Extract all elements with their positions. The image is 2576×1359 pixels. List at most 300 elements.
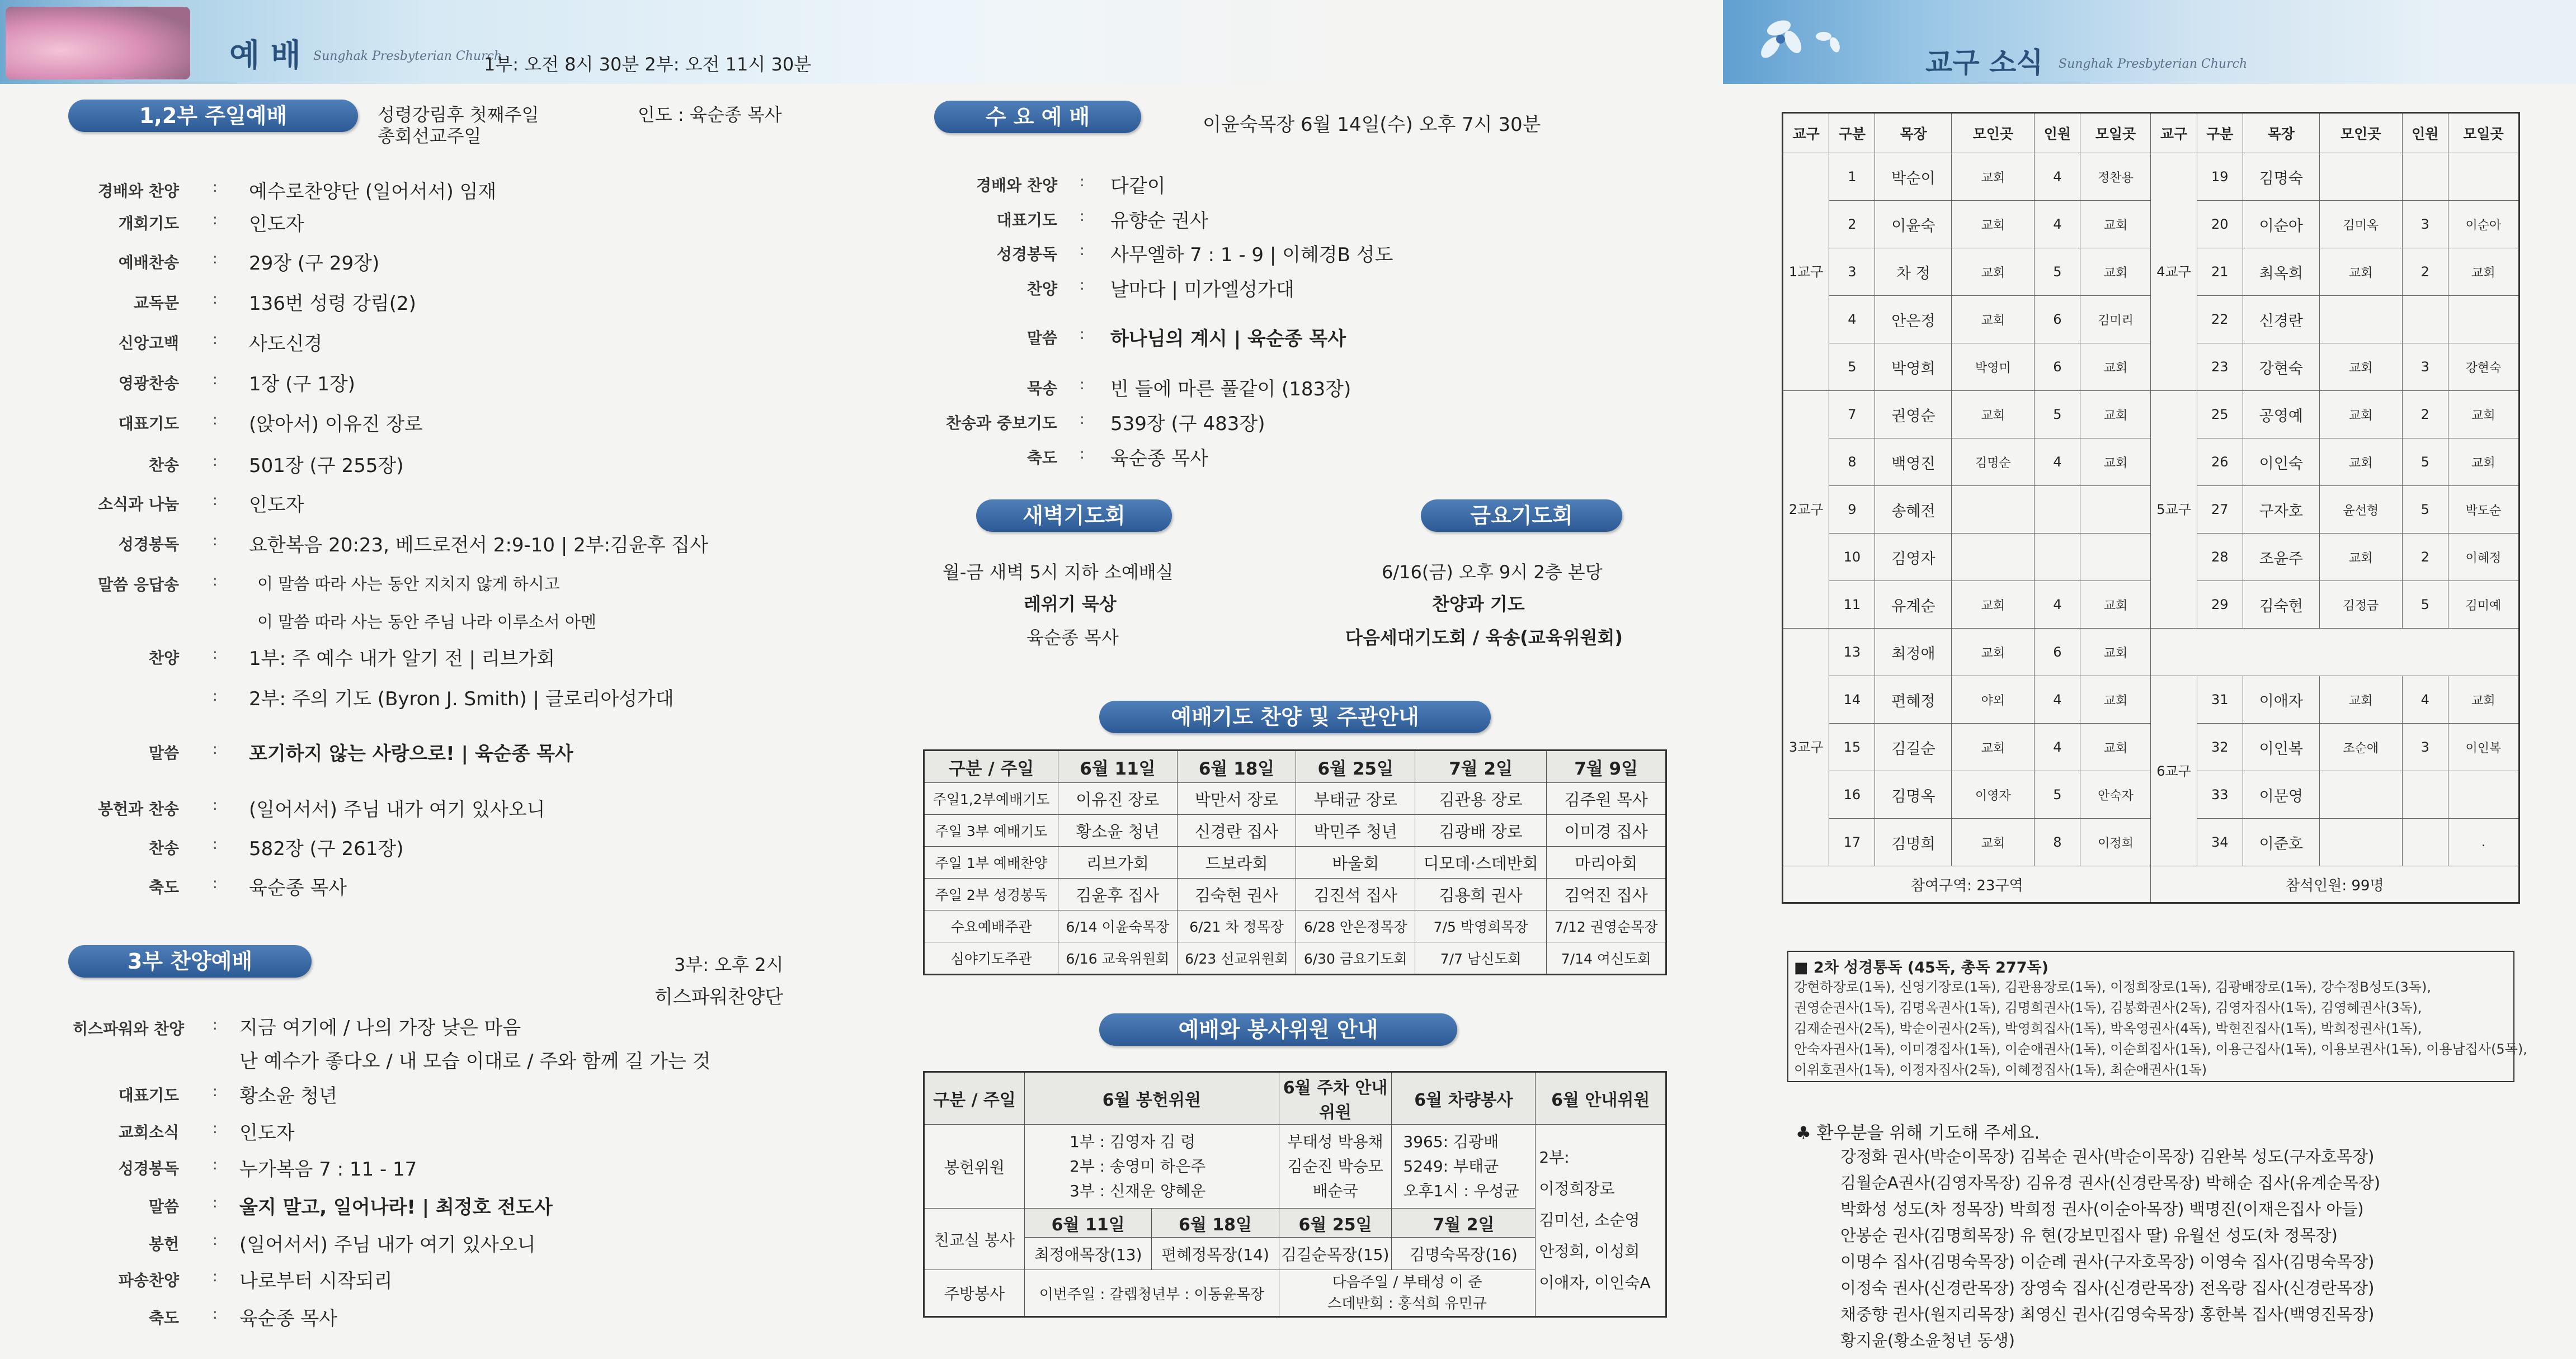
usher-line: 이애자, 이인숙A [1539,1273,1651,1292]
district-count-cell: 4 [2035,201,2080,248]
parking-line: 배순국 [1312,1181,1358,1200]
district-count-cell: 3 [2402,201,2448,248]
district-leader-cell: 이애자 [2243,676,2319,724]
table-cell: 편혜정목장(14) [1152,1238,1279,1270]
district-next-place-cell [2448,771,2519,819]
district-leader-cell: 공영예 [2243,391,2319,438]
volunteer-table [923,1071,1667,1318]
district-place-cell [2319,296,2402,343]
district-number-cell: 31 [2197,676,2243,724]
table-cell: 6/14 이윤숙목장 [1058,910,1178,942]
candles-image [6,7,190,79]
worship-header-title: 예 배 [229,37,301,74]
order-value: 이 말씀 따라 사는 동안 주님 나라 이루소서 아멘 [257,612,597,631]
order-label: 축도 [148,1309,179,1327]
order-label: 성경봉독 [996,245,1057,263]
district-next-place-cell: . [2448,819,2519,866]
district-count-cell: 4 [2402,676,2448,724]
district-leader-cell: 이문영 [2243,771,2319,819]
district-leader-cell: 이준호 [2243,819,2319,866]
table-header-cell: 모인곳 [2319,113,2402,153]
usher-line: 이정희장로 [1539,1179,1615,1198]
order-label: 영광찬송 [118,374,179,393]
order-label: 말씀 [148,744,179,762]
district-label: 2교구 [1783,391,1829,629]
district-number-cell: 3 [1829,248,1875,296]
district-number-cell: 17 [1829,819,1875,866]
district-place-cell: 교회 [2319,534,2402,581]
district-leader-cell: 강현숙 [2243,343,2319,391]
district-label: 1교구 [1783,153,1829,391]
district-count-cell: 2 [2402,248,2448,296]
table-header-cell: 6월 차량봉사 [1392,1072,1536,1125]
district-next-place-cell [2080,534,2151,581]
order-label: 대표기도 [118,414,179,433]
district-count-cell: 5 [2402,486,2448,534]
order-label: 축도 [148,878,179,896]
district-next-place-cell: 교회 [2448,438,2519,486]
table-cell: 6/30 금요기도회 [1296,942,1415,975]
order-value: 인도자 [239,1122,295,1144]
friday-line2: 찬양과 기도 [1432,593,1525,615]
district-count-cell [2402,771,2448,819]
bible-reading-line: 이위호권사(1독), 이정자집사(2독), 이혜정집사(1독), 최순애권사(1독) [1794,1062,2207,1078]
order-value: 1장 (구 1장) [249,373,355,395]
order-label: 개회기도 [118,214,179,233]
district-number-cell: 11 [1829,581,1875,629]
district-next-place-cell: 이혜정 [2448,534,2519,581]
table-cell: 김관용 장로 [1415,783,1547,815]
district-leader-cell: 김명옥 [1875,771,1952,819]
district-leader-cell: 김명숙 [2243,153,2319,201]
district-number-cell: 8 [1829,438,1875,486]
table-header-cell: 7월 9일 [1547,751,1666,783]
order-value: 인도자 [249,494,304,516]
district-leader-cell: 김길순 [1875,724,1952,771]
district-place-cell: 교회 [1952,629,2035,676]
table-cell: 김광배 장로 [1415,815,1547,847]
district-label: 4교구 [2151,153,2197,391]
district-leader-cell: 편혜정 [1875,676,1952,724]
table-header-cell: 교구 [2151,113,2197,153]
table-header-cell: 모인곳 [1952,113,2035,153]
table-cell: 박만서 장로 [1177,783,1296,815]
order-value: (앉아서) 이유진 장로 [249,413,423,436]
dawn-title: 새벽기도회 [976,499,1172,532]
cook-next-cell [1279,1270,1536,1317]
district-next-place-cell [2080,486,2151,534]
parking-cell [1279,1125,1392,1209]
district-next-place-cell: 안숙자 [2080,771,2151,819]
district-next-place-cell: 강현숙 [2448,343,2519,391]
patient-line: 강정화 권사(박순이목장) 김복순 권사(박순이목장) 김완복 성도(구자호목장) [1840,1147,2375,1166]
table-footer-row [1783,866,2520,903]
order-value: 539장 (구 483장) [1110,413,1265,435]
prayer-table-title: 예배기도 찬양 및 주관안내 [1099,701,1491,733]
offering-line: 2부 : 송영미 하은주 [1070,1157,1206,1176]
district-next-place-cell: 이인복 [2448,724,2519,771]
usher-line: 안정희, 이성희 [1539,1242,1640,1261]
bible-reading-title: ■ 2차 성경통독 (45독, 총독 277독) [1794,959,2048,976]
district-place-cell: 교회 [2319,343,2402,391]
table-cell: 주일 2부 성경봉독 [924,879,1058,910]
table-row [924,815,1666,847]
district-number-cell: 21 [2197,248,2243,296]
district-number-cell: 13 [1829,629,1875,676]
patient-prayer-title: ♣ 환우분을 위해 기도해 주세요. [1796,1123,2040,1143]
table-header-cell: 구분 [2197,113,2243,153]
patient-line: 이정숙 권사(신경란목장) 장영숙 집사(신경란목장) 전옥랑 집사(신경란목장) [1840,1278,2375,1297]
order-label: 찬송 [148,456,179,474]
order-label: 성경봉독 [118,535,179,554]
service3-time: 3부: 오후 2시 [674,954,784,975]
district-number-cell: 15 [1829,724,1875,771]
table-header-cell: 6월 안내위원 [1536,1072,1666,1125]
table-header-row [924,1072,1666,1125]
bible-reading-box [1787,951,2527,1082]
table-cell: 주방봉사 [924,1270,1025,1317]
order-value: 육순종 목사 [239,1308,338,1330]
district-count-cell: 5 [2402,581,2448,629]
district-count-cell [2402,819,2448,866]
order-label: 대표기도 [996,211,1057,229]
order-value: (일어서서) 주님 내가 여기 있사오니 [239,1234,536,1256]
bible-reading-line: 안숙자권사(1독), 이미경집사(1독), 이순애권사(1독), 이순희집사(1독), 이용근집사(1독), 이용보권사(1독), 이용남집사(5독), [1794,1041,2527,1057]
district-place-cell: 교회 [1952,581,2035,629]
order-value: 나로부터 시작되리 [239,1270,393,1292]
friday-title: 금요기도회 [1421,499,1622,532]
offering-line: 1부 : 김영자 김 령 [1070,1132,1196,1151]
order-value: 29장 (구 29장) [249,252,380,275]
district-leader-cell: 최정애 [1875,629,1952,676]
church-script-name: Sunghak Presbyterian Church [313,49,502,63]
table-cell: 7/5 박영희목장 [1415,910,1547,942]
cook-next-line: 스데반회 : 홍석희 유민규 [1327,1295,1487,1312]
district-label: 5교구 [2151,391,2197,629]
district-number-cell: 20 [2197,201,2243,248]
district-leader-cell: 이인숙 [2243,438,2319,486]
order-label: 성경봉독 [118,1159,179,1178]
district-news-title: 교구 소식 [1925,46,2043,79]
parking-line: 김순진 박승모 [1287,1157,1383,1176]
district-count-cell: 4 [2035,438,2080,486]
district-number-cell: 23 [2197,343,2243,391]
order-value: 예수로찬양단 (일어서서) 임재 [249,181,497,203]
district-count-cell: 8 [2035,819,2080,866]
district-place-cell: 이영자 [1952,771,2035,819]
district-script-name: Sunghak Presbyterian Church [2059,57,2248,71]
district-leader-cell: 구자호 [2243,486,2319,534]
table-header-cell: 7월 2일 [1392,1209,1536,1238]
district-leader-cell: 김영자 [1875,534,1952,581]
offering-line: 3부 : 신재운 양혜운 [1070,1181,1206,1200]
cook-next-line: 다음주일 / 부태성 이 준 [1332,1274,1482,1291]
district-count-cell: 3 [2402,724,2448,771]
table-header-cell: 6월 11일 [1058,751,1178,783]
district-next-place-cell: 정찬용 [2080,153,2151,201]
table-row [924,910,1666,942]
district-number-cell: 33 [2197,771,2243,819]
district-place-cell: 교회 [1952,153,2035,201]
table-cell: 7/14 여신도회 [1547,942,1666,975]
order-label: 봉헌 [148,1235,179,1253]
district-place-cell: 교회 [1952,248,2035,296]
district-count-cell [2402,153,2448,201]
district-number-cell: 32 [2197,724,2243,771]
patient-line: 박화성 성도(차 정목장) 박희정 권사(이순아목장) 백명진(이재은집사 아들) [1840,1200,2364,1219]
table-row [924,942,1666,975]
table-cell: 박민주 청년 [1296,815,1415,847]
volunteer-table-title: 예배와 봉사위원 안내 [1099,1013,1457,1046]
district-next-place-cell: 교회 [2080,438,2151,486]
table-cell: 김주원 목사 [1547,783,1666,815]
order-value: 다같이 [1110,175,1166,197]
table-cell: 부태균 장로 [1296,783,1415,815]
flower-icon [1745,6,1857,78]
usher-cell [1536,1125,1666,1317]
usher-line: 김미선, 소순영 [1539,1211,1640,1229]
table-cell: 6/16 교육위원회 [1058,942,1178,975]
district-place-cell: 박영미 [1952,343,2035,391]
district-place-cell: 윤선형 [2319,486,2402,534]
table-header-cell: 6월 18일 [1152,1209,1279,1238]
order-label: 묵송 [1026,379,1057,398]
vehicle-cell [1392,1125,1536,1209]
order-value: 사무엘하 7 : 1 - 9 | 이혜경B 성도 [1110,244,1393,266]
district-count-cell: 4 [2035,153,2080,201]
district-number-cell: 16 [1829,771,1875,819]
table-header-cell: 6월 25일 [1296,751,1415,783]
district-number-cell: 29 [2197,581,2243,629]
table-cell: 김명숙목장(16) [1392,1238,1536,1270]
table-header-cell: 6월 18일 [1177,751,1296,783]
district-count-cell: 6 [2035,343,2080,391]
order-label: 대표기도 [118,1086,179,1105]
district-next-place-cell: 이정희 [2080,819,2151,866]
table-header-cell: 인원 [2402,113,2448,153]
order-label: 경배와 찬양 [976,176,1057,195]
table-cell: 수요예배주관 [924,910,1058,942]
district-count-cell: 2 [2402,391,2448,438]
district-next-place-cell: 교회 [2080,724,2151,771]
district-number-cell: 28 [2197,534,2243,581]
table-cell: 황소윤 청년 [1058,815,1178,847]
participation-count: 참여구역: 23구역 [1783,866,2151,903]
district-next-place-cell: 교회 [2080,201,2151,248]
table-row [1783,676,2520,724]
table-cell: 이번주일 : 갈렙청년부 : 이동윤목장 [1025,1270,1279,1317]
district-place-cell: 교회 [1952,819,2035,866]
order-label: 말씀 [148,1197,179,1216]
table-header-cell: 6월 25일 [1279,1209,1392,1238]
prayer-schedule-table [923,749,1667,975]
table-header-cell: 6월 봉헌위원 [1025,1072,1279,1125]
table-cell: 7/7 남신도회 [1415,942,1547,975]
service-times: 1부: 오전 8시 30분 2부: 오전 11시 30분 [484,54,812,75]
district-place-cell [2319,153,2402,201]
vehicle-line: 3965: 김광배 [1403,1132,1499,1151]
table-cell: 최정애목장(13) [1025,1238,1152,1270]
district-place-cell: 김명순 [1952,438,2035,486]
table-cell: 심야기도주관 [924,942,1058,975]
order-value: 황소윤 청년 [239,1085,338,1107]
friday-line3: 다음세대기도회 / 육송(교육위원회) [1345,627,1623,648]
table-cell: 6/21 차 정목장 [1177,910,1296,942]
district-next-place-cell: 교회 [2080,629,2151,676]
district-count-cell [2402,296,2448,343]
order-value: (일어서서) 주님 내가 여기 있사오니 [249,799,545,821]
service3-title: 3부 찬양예배 [68,945,312,978]
district-place-cell: 조순애 [2319,724,2402,771]
service3-team: 히스파워찬양단 [654,986,783,1008]
district-next-place-cell: 김미예 [2448,581,2519,629]
order-label: 찬양 [1026,280,1057,298]
order-label: 신앙고백 [118,334,179,352]
table-cell: 이미경 집사 [1547,815,1666,847]
district-leader-cell: 김숙현 [2243,581,2319,629]
patient-line: 김월순A권사(김영자목장) 김유경 권사(신경란목장) 박해순 집사(유계순목장) [1840,1173,2381,1192]
district-place-cell [1952,534,2035,581]
order-label: 찬양 [148,649,179,667]
district-place-cell: 교회 [1952,724,2035,771]
district-number-cell: 34 [2197,819,2243,866]
district-next-place-cell [2448,296,2519,343]
table-cell: 디모데·스데반회 [1415,847,1547,879]
district-leader-cell: 최옥희 [2243,248,2319,296]
dawn-line1: 월-금 새벽 5시 지하 소예배실 [943,561,1174,583]
district-next-place-cell: 박도순 [2448,486,2519,534]
district-next-place-cell: 이순아 [2448,201,2519,248]
district-leader-cell: 이인복 [2243,724,2319,771]
table-row [1783,629,2520,676]
attendance-count: 참석인원: 99명 [2151,866,2520,903]
table-header-cell: 모일곳 [2080,113,2151,153]
table-cell: 6/28 안은정목장 [1296,910,1415,942]
order-value: 지금 여기에 / 나의 가장 낮은 마음 [239,1017,521,1039]
district-next-place-cell: 교회 [2080,343,2151,391]
district-next-place-cell: 교회 [2080,391,2151,438]
vehicle-line: 오후1시 : 우성균 [1403,1181,1519,1200]
district-number-cell: 22 [2197,296,2243,343]
district-number-cell: 26 [2197,438,2243,486]
order-label: 말씀 응답송 [98,575,179,594]
offering-cell [1025,1125,1279,1209]
district-count-cell: 6 [2035,629,2080,676]
order-value: 난 예수가 좋다오 / 내 모습 이대로 / 주와 함께 길 가는 것 [239,1050,711,1073]
table-cell: 김용희 권사 [1415,879,1547,910]
order-label: 축도 [1026,449,1057,467]
order-label: 찬송 [148,839,179,857]
district-label: 3교구 [1783,629,1829,866]
district-place-cell: 김미옥 [2319,201,2402,248]
order-label: 예배찬송 [118,253,179,272]
district-number-cell: 1 [1829,153,1875,201]
district-leader-cell: 김명희 [1875,819,1952,866]
district-table [1782,112,2520,904]
table-cell: 김길순목장(15) [1279,1238,1392,1270]
order-value: 빈 들에 마른 풀같이 (183장) [1110,378,1351,400]
district-number-cell: 2 [1829,201,1875,248]
table-header-cell: 구분 / 주일 [924,751,1058,783]
district-count-cell: 4 [2035,724,2080,771]
district-leader-cell: 차 정 [1875,248,1952,296]
district-place-cell: 교회 [2319,248,2402,296]
order-value: 육순종 목사 [249,877,347,899]
district-number-cell: 14 [1829,676,1875,724]
table-header-row [1783,113,2520,153]
bible-reading-line: 권영순권사(1독), 김명옥권사(1독), 김명희권사(1독), 김봉화권사(2독), 김영자집사(1독), 김영혜권사(3독), [1794,1000,2422,1016]
district-count-cell [2035,486,2080,534]
district-number-cell: 4 [1829,296,1875,343]
district-place-cell [1952,486,2035,534]
district-leader-cell: 이윤숙 [1875,201,1952,248]
table-cell: 드보라회 [1177,847,1296,879]
district-place-cell: 야외 [1952,676,2035,724]
table-header-cell: 교구 [1783,113,1829,153]
district-leader-cell: 백영진 [1875,438,1952,486]
district-number-cell: 9 [1829,486,1875,534]
table-cell: 7/12 권영순목장 [1547,910,1666,942]
patient-line: 안봉순 권사(김명희목장) 유 현(강보민집사 딸) 유월선 성도(차 정목장) [1840,1226,2338,1245]
district-label: 6교구 [2151,676,2197,866]
district-leader-cell: 유계순 [1875,581,1952,629]
district-leader-cell: 박순이 [1875,153,1952,201]
order-label: 경배와 찬양 [98,182,179,200]
district-place-cell: 김정금 [2319,581,2402,629]
table-cell: 리브가회 [1058,847,1178,879]
table-row [1783,391,2520,438]
table-header-cell: 6월 주차 안내위원 [1279,1072,1392,1125]
order-value: 포기하지 않는 사랑으로! | 육순종 목사 [249,743,573,765]
order-value: 2부: 주의 기도 (Byron J. Smith) | 글로리아성가대 [249,688,674,710]
order-value: 육순종 목사 [1110,447,1209,470]
table-header-cell: 모일곳 [2448,113,2519,153]
district-count-cell: 6 [2035,296,2080,343]
table-header-cell: 목장 [2243,113,2319,153]
table-cell: 김숙현 권사 [1177,879,1296,910]
table-header-cell: 7월 2일 [1415,751,1547,783]
patient-line: 채중향 권사(원지리목장) 최영신 권사(김영숙목장) 홍한복 집사(백영진목장) [1840,1305,2375,1324]
order-value: 이 말씀 따라 사는 동안 지치지 않게 하시고 [257,574,560,593]
district-place-cell [2319,771,2402,819]
order-label: 소식과 나눔 [98,495,179,513]
order-value: 누가복음 7 : 11 - 17 [239,1158,417,1181]
order-value: 136번 성령 강림(2) [249,292,416,315]
district-leader-cell: 안은정 [1875,296,1952,343]
order-value: 요한복음 20:23, 베드로전서 2:9-10 | 2부:김윤후 집사 [249,534,709,556]
district-number-cell: 19 [2197,153,2243,201]
order-label: 교독문 [133,294,179,312]
patient-line: 황지윤(황소윤청년 동생) [1840,1331,2015,1350]
usher-line: 2부: [1539,1148,1570,1167]
table-cell: 바울회 [1296,847,1415,879]
district-leader-cell: 조윤주 [2243,534,2319,581]
order-value: 날마다 | 미가엘성가대 [1110,279,1294,301]
order-value: 하나님의 계시 | 육순종 목사 [1110,328,1346,350]
table-cell: 주일1,2부예배기도 [924,783,1058,815]
table-row [1783,153,2520,201]
left-header-banner [0,0,1712,84]
bible-reading-line: 김재순권사(2독), 박순이권사(2독), 박영희집사(1독), 박옥영권사(4독), 박현진집사(1독), 박희정권사(1독), [1794,1021,2422,1036]
table-cell: 봉헌위원 [924,1125,1025,1209]
service12-leader: 인도 : 육순종 목사 [638,104,782,125]
parking-line: 부태성 박용채 [1287,1132,1383,1151]
district-leader-cell: 이순아 [2243,201,2319,248]
table-row [924,879,1666,910]
district-count-cell: 5 [2035,771,2080,819]
order-label: 봉헌과 찬송 [98,800,179,818]
table-cell: 김진석 집사 [1296,879,1415,910]
